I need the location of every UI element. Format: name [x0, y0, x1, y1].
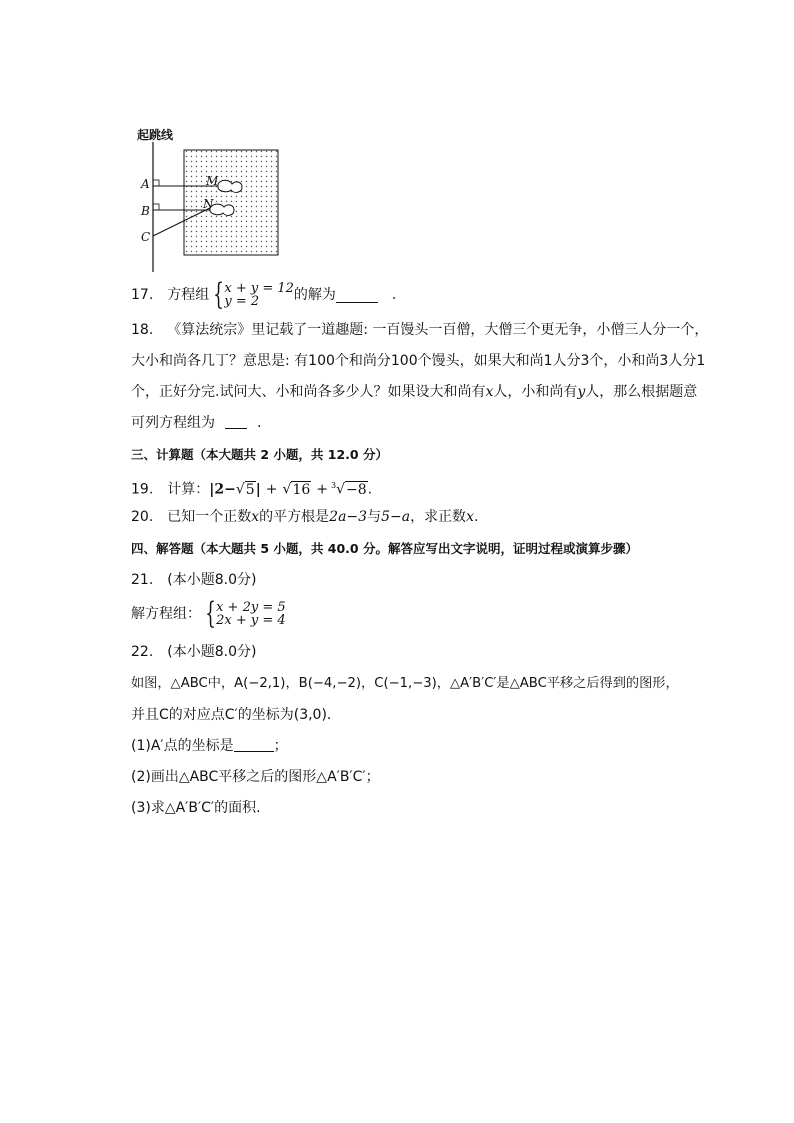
question-17 — [131, 279, 396, 311]
q17-brace: { — [213, 277, 225, 312]
q19-end: . — [367, 481, 373, 498]
q20-b: 的平方根是 — [259, 509, 330, 525]
question-22-line-2: 并且C的对应点C′的坐标为(3,0). — [131, 707, 332, 723]
question-18-line-4 — [131, 413, 261, 433]
q21-brace: { — [205, 596, 216, 631]
footprint-n — [210, 204, 234, 215]
q19-label: 计算： — [167, 481, 210, 498]
sand-pit — [184, 150, 278, 255]
right-angle-a — [153, 180, 159, 186]
q18-number: 18. — [131, 322, 154, 338]
section-4-heading: 四、解答题（本大题共 5 小题，共 40.0 分。解答应写出文字说明，证明过程或演算步骤） — [131, 541, 638, 556]
question-18-line-1 — [131, 320, 708, 340]
q20-x2: x — [466, 509, 474, 525]
q20-number: 20. — [131, 509, 154, 525]
q20-end: . — [473, 509, 479, 525]
right-angle-b — [153, 204, 159, 210]
long-jump-figure — [130, 140, 290, 280]
q22-p1-answer-blank[interactable] — [234, 737, 274, 752]
section-3-heading: 三、计算题（本大题共 2 小题，共 12.0 分） — [131, 447, 388, 462]
question-18-line-2 — [131, 351, 705, 371]
q21-eq2: 2x + y = 4 — [216, 613, 286, 628]
question-21-body — [131, 597, 286, 631]
q19-number: 19. — [131, 481, 154, 498]
q19-abs-close: | — [255, 481, 261, 498]
q18-line3-b: 人，小和尚有 — [493, 384, 578, 400]
question-22-line-1: 如图，△ABC中，A(−2,1)，B(−4,−2)，C(−1,−3)，△A′B′C′是△ABC平移之后得到的图形， — [131, 676, 679, 691]
q18-line4-end: . — [257, 415, 262, 431]
q19-cube-index: 3 — [331, 481, 337, 490]
q22-p1: (1)A′点的坐标是 — [131, 738, 234, 754]
q18-line3-c: 人，那么根据题意 — [585, 384, 698, 400]
q20-expr2: 5−a — [381, 509, 411, 525]
point-label-b: B — [141, 204, 150, 218]
question-22-part-1 — [131, 736, 288, 756]
q22-score: (本小题8.0分) — [167, 644, 257, 660]
point-label-a: A — [141, 177, 150, 191]
q18-var-x: x — [485, 384, 494, 400]
footprint-m — [218, 180, 242, 192]
q18-line1: 《算法统宗》里记载了一道趣题: 一百馒头一百僧，大僧三个更无争，小僧三人分一个， — [167, 322, 709, 338]
q21-number: 21. — [131, 572, 154, 588]
question-20 — [131, 507, 478, 527]
q19-sqrt16: 16 — [292, 481, 311, 498]
point-label-m: M — [206, 174, 219, 188]
q20-expr1: 2a−3 — [329, 509, 368, 525]
q18-line2: 大小和尚各几丁？意思是: 有100个和尚分100个馒头，如果大和尚1人分3个，小和尚3人分1 — [131, 353, 706, 369]
q17-equation-system — [224, 282, 294, 308]
q20-x: x — [251, 509, 260, 525]
q21-label: 解方程组： — [131, 606, 201, 622]
q20-c: 与 — [367, 509, 382, 525]
q22-p1-end: ； — [273, 738, 288, 754]
q18-answer-blank[interactable] — [225, 414, 247, 429]
question-18-line-3 — [131, 382, 697, 402]
q17-eq1: x + y = 12 — [224, 281, 294, 296]
q17-text-before: 方程组 — [167, 287, 210, 303]
q19-plus1: + — [265, 481, 278, 498]
q18-line4: 可列方程组为 — [131, 415, 215, 431]
q21-equation-system — [216, 601, 286, 627]
question-22-header — [131, 642, 256, 662]
q21-score: (本小题8.0分) — [167, 572, 257, 588]
q18-line3-a: 个，正好分完.试问大、小和尚各多少人？如果设大和尚有 — [131, 384, 486, 400]
q20-a: 已知一个正数 — [167, 509, 252, 525]
q19-sqrt5: 5 — [245, 481, 255, 498]
q17-end: . — [391, 287, 397, 303]
point-label-n: N — [203, 197, 214, 211]
q19-abs-open: |2− — [209, 481, 236, 498]
question-19: 19. 计算：|2−√5| + √16 + $^3$√−8. — [131, 481, 373, 498]
question-22-part-3: (3)求△A′B′C′的面积. — [131, 800, 261, 816]
question-21-header — [131, 570, 256, 590]
q17-number: 17. — [131, 287, 154, 303]
point-label-c: C — [141, 230, 151, 244]
q20-d: ，求正数 — [410, 509, 467, 525]
figure-title: 起跳线 — [137, 128, 174, 142]
q19-plus2: + — [316, 481, 328, 498]
q17-eq2: y = 2 — [224, 294, 260, 309]
q17-answer-blank[interactable] — [336, 288, 378, 303]
q19-cube-arg: −8 — [346, 481, 367, 498]
question-22-part-2: (2)画出△ABC平移之后的图形△A′B′C′； — [131, 769, 380, 785]
q18-var-y: y — [577, 384, 586, 400]
q17-text-after: 的解为 — [293, 287, 336, 303]
q22-number: 22. — [131, 644, 154, 660]
q21-eq1: x + 2y = 5 — [216, 600, 286, 615]
